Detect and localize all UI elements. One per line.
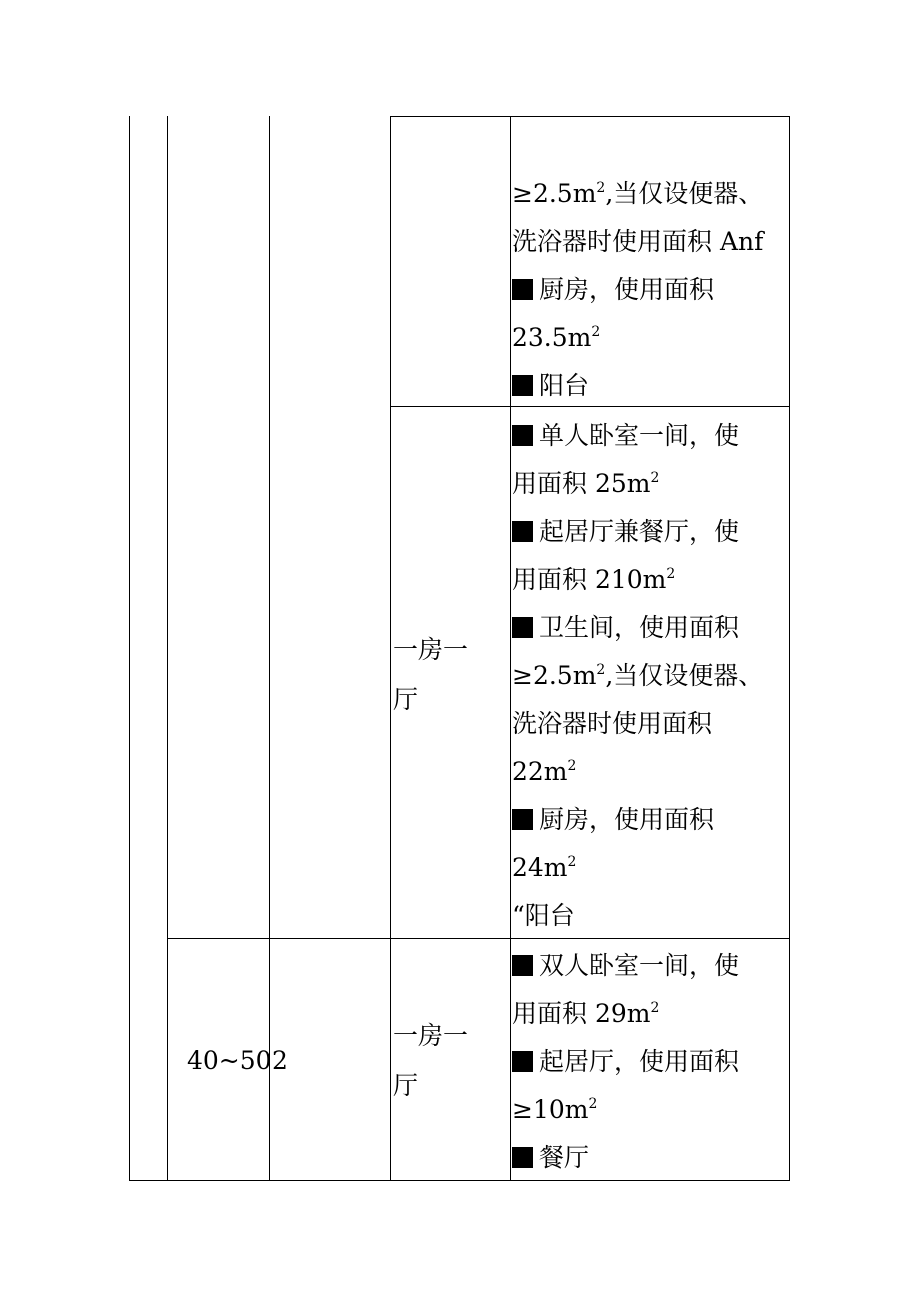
- black-square-bullet-icon: [512, 521, 533, 542]
- black-square-bullet-icon: [512, 425, 533, 446]
- superscript: 2: [591, 324, 601, 340]
- description-cell: [512, 412, 763, 940]
- grid-line: [510, 116, 511, 1181]
- description-text: 餐厅: [539, 1143, 590, 1172]
- description-text: 起居厅兼餐厅，使: [539, 517, 740, 546]
- description-line: [512, 990, 739, 1038]
- description-line: [512, 508, 763, 556]
- description-line: [512, 796, 763, 844]
- layout-line: 厅: [393, 1071, 419, 1100]
- description-text: ≥10m: [512, 1095, 589, 1124]
- description-line: [512, 1086, 739, 1134]
- description-text: 24m: [512, 853, 568, 882]
- description-text: ≥2.5m: [512, 661, 597, 690]
- black-square-bullet-icon: [512, 1147, 533, 1168]
- description-text: 阳台: [539, 371, 590, 400]
- description-line: [512, 314, 763, 362]
- description-text: 双人卧室一间，使: [539, 951, 740, 980]
- layout-line: 厅: [393, 685, 419, 714]
- description-line: [512, 844, 763, 892]
- layout-cell: [393, 1012, 468, 1112]
- description-text: ,当仅设便器、: [605, 661, 764, 690]
- superscript: 2: [666, 566, 676, 582]
- description-line: [512, 700, 763, 748]
- description-text: ≥2.5m: [512, 179, 597, 208]
- description-line: [512, 362, 763, 410]
- description-line: [512, 892, 763, 940]
- description-line: [512, 748, 763, 796]
- description-line: [512, 604, 763, 652]
- description-cell: [512, 170, 763, 410]
- description-text: 23.5m: [512, 323, 592, 352]
- description-text: 卫生间，使用面积: [539, 613, 740, 642]
- description-text: 用面积 29m: [512, 999, 651, 1028]
- layout-cell: [393, 626, 468, 726]
- description-text: 起居厅，使用面积: [539, 1047, 740, 1076]
- grid-line: [167, 116, 168, 1181]
- superscript: 2: [596, 662, 606, 678]
- grid-line: [269, 116, 270, 1181]
- description-line: [512, 942, 739, 990]
- description-line: [512, 412, 763, 460]
- description-line: [512, 652, 763, 700]
- description-text: ,当仅设便器、: [605, 179, 764, 208]
- black-square-bullet-icon: [512, 809, 533, 830]
- superscript: 2: [650, 470, 660, 486]
- description-text: “阳台: [512, 901, 575, 930]
- description-text: 用面积 25m: [512, 469, 651, 498]
- description-cell: [512, 942, 739, 1180]
- grid-line: [129, 1180, 790, 1181]
- black-square-bullet-icon: [512, 375, 533, 396]
- layout-line: 一房一: [393, 635, 469, 664]
- black-square-bullet-icon: [512, 955, 533, 976]
- description-text: 洗浴器时使用面积: [512, 709, 713, 738]
- superscript: 2: [588, 1096, 598, 1112]
- description-text: 厨房，使用面积: [539, 275, 715, 304]
- grid-line: [789, 116, 790, 1181]
- description-line: [512, 170, 763, 218]
- grid-line: [390, 116, 790, 117]
- description-text: 单人卧室一间，使: [539, 421, 740, 450]
- description-line: [512, 1134, 739, 1180]
- description-text: 厨房，使用面积: [539, 805, 715, 834]
- description-line: [512, 218, 763, 266]
- description-line: [512, 460, 763, 508]
- superscript: 2: [650, 1000, 660, 1016]
- description-text: 洗浴器时使用面积 Anf: [512, 227, 764, 256]
- grid-line: [390, 116, 391, 1181]
- description-line: [512, 556, 763, 604]
- black-square-bullet-icon: [512, 279, 533, 300]
- black-square-bullet-icon: [512, 617, 533, 638]
- black-square-bullet-icon: [512, 1051, 533, 1072]
- area-cell: 40~50: [187, 1046, 272, 1075]
- description-text: 用面积 210m: [512, 565, 667, 594]
- superscript: 2: [567, 758, 577, 774]
- description-line: [512, 1038, 739, 1086]
- count-cell: 2: [272, 1046, 288, 1075]
- grid-line: [129, 116, 130, 1181]
- description-line: [512, 266, 763, 314]
- description-text: 22m: [512, 757, 568, 786]
- superscript: 2: [567, 854, 577, 870]
- superscript: 2: [596, 180, 606, 196]
- layout-line: 一房一: [393, 1021, 469, 1050]
